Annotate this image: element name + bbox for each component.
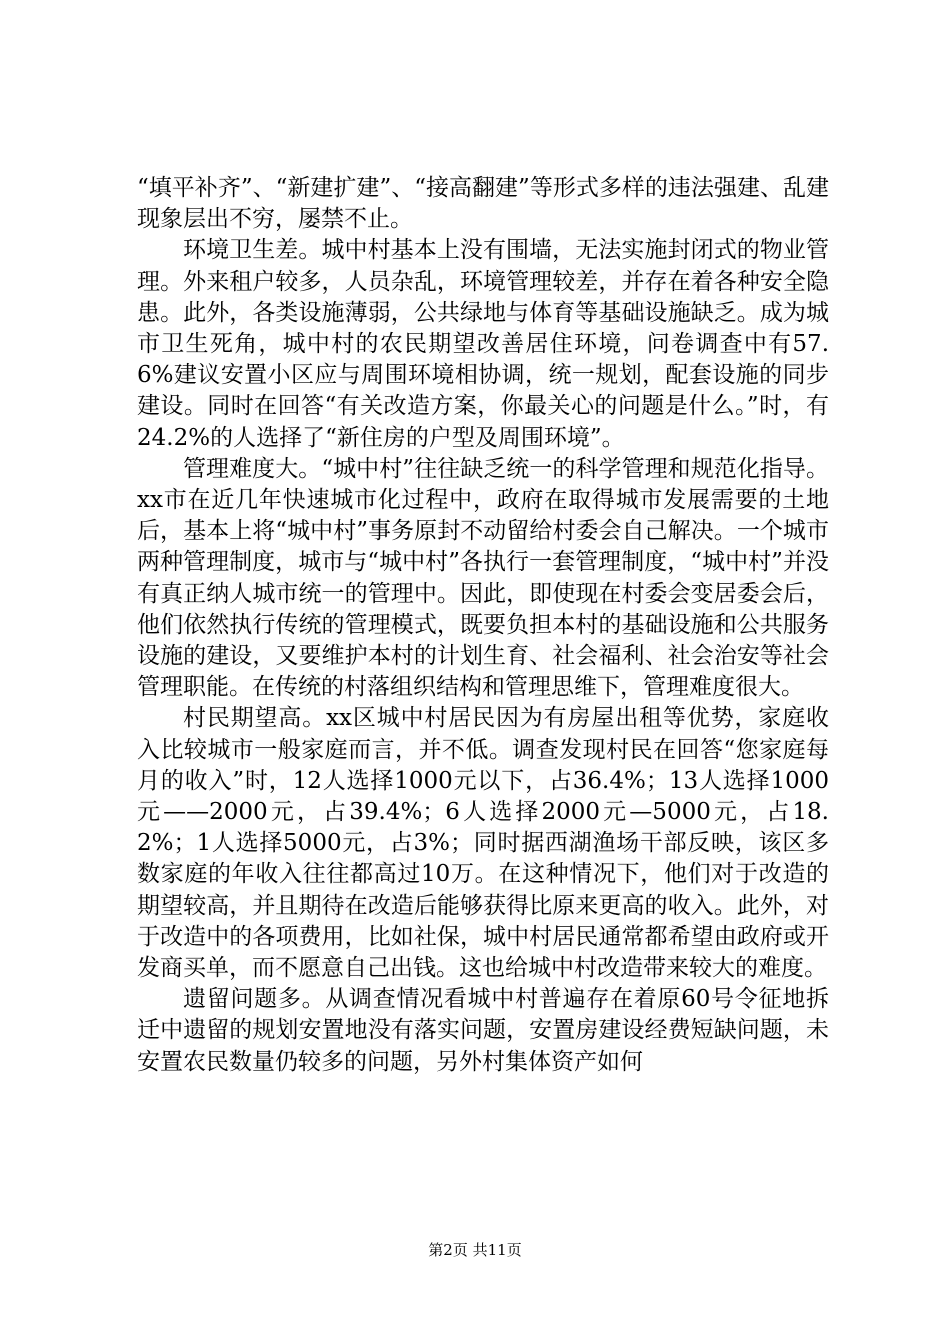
paragraph-legacy-issues: 遗留问题多。从调查情况看城中村普遍存在着原60号令征地拆迁中遗留的规划安置地没有落实问题，安置房建设经费短缺问题，未安置农民数量仍较多的问题，另外村集体资产如何 bbox=[137, 986, 829, 1075]
body-text bbox=[137, 173, 829, 1078]
paragraph-expectations: 村民期望高。xx区城中村居民因为有房屋出租等优势，家庭收入比较城市一般家庭而言，并不低。调查发现村民在回答“您家庭每月的收入”时，12人选择1000元以下，占36.4%；13人选择1000元——2000元，占39.4%；6人选择2000元—5000元，占18.2%；1人选择5000元，占3%；同时据西湖渔场干部反映，该区多数家庭的年收入往往都高过10万。在这种情况下，他们对于改造的期望较高，并且期待在改造后能够获得比原来更高的收入。此外，对于改造中的各项费用，比如社保，城中村居民通常都希望由政府或开发商买单，而不愿意自己出钱。这也给城中村改造带来较大的难度。 bbox=[137, 705, 829, 982]
paragraph-environment: 环境卫生差。城中村基本上没有围墙，无法实施封闭式的物业管理。外来租户较多，人员杂乱，环境管理较差，并存在着各种安全隐患。此外，各类设施薄弱，公共绿地与体育等基础设施缺乏。成为城市卫生死角，城中村的农民期望改善居住环境，问卷调查中有57.6%建议安置小区应与周围环境相协调，统一规划，配套设施的同步建设。同时在回答“有关改造方案，你最关心的问题是什么。”时，有24.2%的人选择了“新住房的户型及周围环境”。 bbox=[137, 237, 829, 451]
paragraph-illegal-construction: “填平补齐”、“新建扩建”、“接高翻建”等形式多样的违法强建、乱建现象层出不穷，屡禁不止。 bbox=[137, 175, 829, 233]
paragraph-management: 管理难度大。“城中村”往往缺乏统一的科学管理和规范化指导。xx市在近几年快速城市化过程中，政府在取得城市发展需要的土地后，基本上将“城中村”事务原封不动留给村委会自己解决。一个城市两种管理制度，城市与“城中村”各执行一套管理制度，“城中村”并没有真正纳人城市统一的管理中。因此，即使现在村委会变居委会后，他们依然执行传统的管理模式，既要负担本村的基础设施和公共服务设施的建设，又要维护本村的计划生育、社会福利、社会治安等社会管理职能。在传统的村落组织结构和管理思维下，管理难度很大。 bbox=[137, 455, 829, 701]
page-number-footer: 第2页 共11页 bbox=[428, 1241, 522, 1259]
